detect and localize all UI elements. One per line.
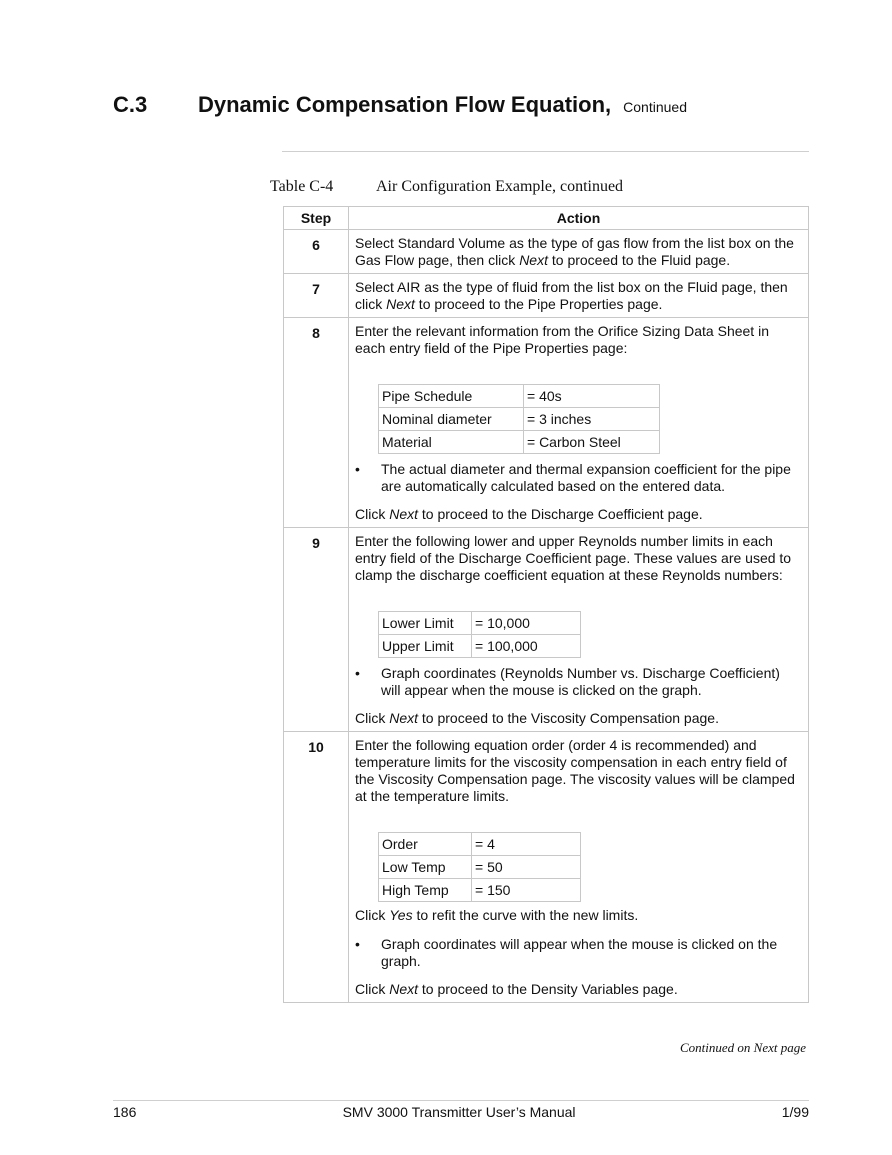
click-next-instruction: Click Next to proceed to the Discharge Coefficient page. (355, 506, 703, 522)
item-label: Nominal diameter (379, 408, 524, 431)
table-title: Air Configuration Example, continued (376, 178, 624, 195)
item-value: = 100,000 (472, 635, 581, 658)
list-item (379, 431, 660, 454)
footer-divider (113, 1100, 809, 1101)
list-item (379, 833, 581, 856)
click-yes-instruction: Click Yes to refit the curve with the new limits. (355, 907, 639, 923)
action-text: Enter the following lower and upper Reynolds number limits in each entry field of the Discharge Coefficient page. These values are used to clamp the discharge coefficient equation at these Reynolds numbers: (355, 533, 792, 583)
table-row (284, 732, 809, 1003)
pipe-properties-table (378, 384, 660, 454)
item-value: = 40s (524, 385, 660, 408)
page-footer (113, 1104, 809, 1120)
item-label: Order (379, 833, 472, 856)
list-item (379, 612, 581, 635)
item-value: = 4 (472, 833, 581, 856)
table-caption (270, 178, 623, 196)
viscosity-limits-table (378, 832, 581, 902)
section-header (113, 92, 813, 118)
list-item (379, 408, 660, 431)
manual-title: SMV 3000 Transmitter User’s Manual (342, 1104, 576, 1120)
bullet-icon: • (355, 936, 360, 952)
list-item (379, 879, 581, 902)
bullet-icon: • (355, 665, 360, 681)
table-row (284, 230, 809, 274)
publication-date: 1/99 (781, 1104, 809, 1120)
item-label: Material (379, 431, 524, 454)
step-column-header: Step (284, 207, 349, 230)
action-cell (349, 230, 809, 274)
item-label: High Temp (379, 879, 472, 902)
item-label: Upper Limit (379, 635, 472, 658)
action-cell (349, 732, 809, 1003)
table-number: Table C-4 (270, 178, 334, 195)
action-text: Enter the relevant information from the Orifice Sizing Data Sheet in each entry field of the Pipe Properties page: (355, 323, 769, 356)
item-label: Lower Limit (379, 612, 472, 635)
item-value: = Carbon Steel (524, 431, 660, 454)
step-number: 7 (284, 274, 349, 318)
table-row (284, 318, 809, 528)
bullet-text: Graph coordinates will appear when the mouse is clicked on the graph. (381, 936, 778, 969)
list-item (379, 385, 660, 408)
action-text: Enter the following equation order (order 4 is recommended) and temperature limits for the viscosity compensation in each entry field of the Viscosity Compensation page. The viscosity values will be clamped at the temperature limits. (355, 737, 795, 804)
action-cell (349, 318, 809, 528)
bullet-text: Graph coordinates (Reynolds Number vs. Discharge Coefficient) will appear when the mouse is clicked on the graph. (381, 665, 780, 698)
list-item (379, 856, 581, 879)
reynolds-limits-table (378, 611, 581, 658)
section-number: C.3 (113, 92, 148, 117)
item-label: Pipe Schedule (379, 385, 524, 408)
action-cell (349, 528, 809, 732)
step-number: 10 (284, 732, 349, 1003)
action-text: Select AIR as the type of fluid from the list box on the Fluid page, then click Next to proceed to the Pipe Properties page. (355, 279, 788, 312)
action-column-header: Action (349, 207, 809, 230)
action-text: Select Standard Volume as the type of gas flow from the list box on the Gas Flow page, then click Next to proceed to the Fluid page. (355, 235, 794, 268)
step-number: 6 (284, 230, 349, 274)
bullet-point (355, 665, 802, 699)
page-number: 186 (113, 1104, 137, 1120)
step-number: 9 (284, 528, 349, 732)
item-label: Low Temp (379, 856, 472, 879)
bullet-icon: • (355, 461, 360, 477)
item-value: = 50 (472, 856, 581, 879)
table-row (284, 274, 809, 318)
bullet-point (355, 936, 802, 970)
table-row (284, 528, 809, 732)
procedure-table (283, 206, 809, 1003)
item-value: = 150 (472, 879, 581, 902)
header-divider (282, 151, 809, 152)
click-next-instruction: Click Next to proceed to the Viscosity Compensation page. (355, 710, 719, 726)
action-cell (349, 274, 809, 318)
item-value: = 10,000 (472, 612, 581, 635)
step-number: 8 (284, 318, 349, 528)
list-item (379, 635, 581, 658)
click-next-instruction: Click Next to proceed to the Density Variables page. (355, 981, 678, 997)
bullet-point (355, 461, 802, 495)
item-value: = 3 inches (524, 408, 660, 431)
continued-note: Continued on Next page (679, 1040, 806, 1055)
section-continued-label: Continued (623, 99, 687, 115)
bullet-text: The actual diameter and thermal expansion coefficient for the pipe are automatically calculated based on the entered data. (381, 461, 791, 494)
table-header-row (284, 207, 809, 230)
section-title: Dynamic Compensation Flow Equation, (198, 92, 612, 117)
